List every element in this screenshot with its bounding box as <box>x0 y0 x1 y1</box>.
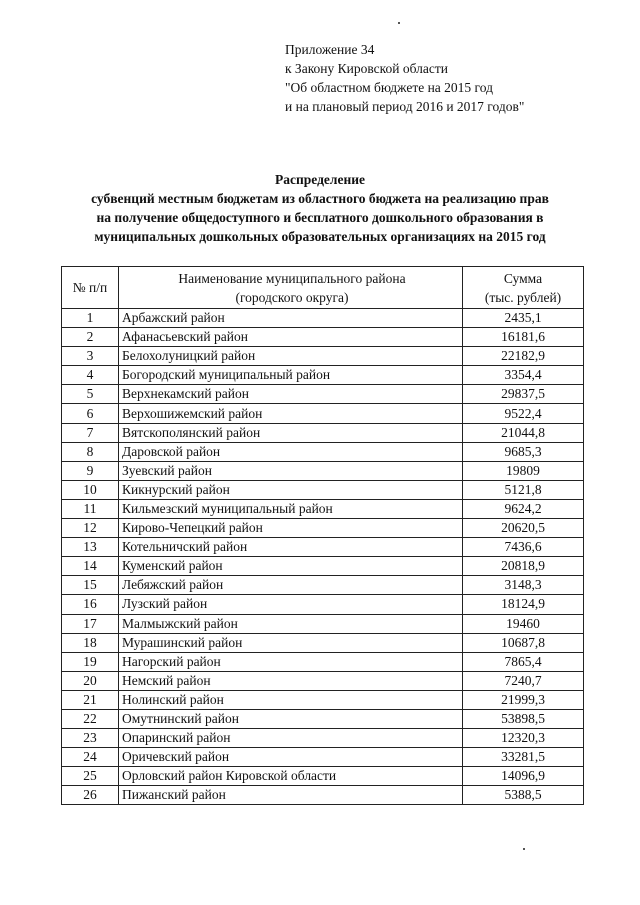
amount: 7436,6 <box>463 538 584 557</box>
row-number: 17 <box>62 614 119 633</box>
header-name <box>119 267 463 309</box>
table-row <box>62 748 584 767</box>
row-number: 16 <box>62 595 119 614</box>
table-row <box>62 442 584 461</box>
header-name-line2: (городского округа) <box>235 289 349 305</box>
district-name: Кирово-Чепецкий район <box>119 519 463 538</box>
district-name: Немский район <box>119 671 463 690</box>
amount: 19460 <box>463 614 584 633</box>
district-name: Лузский район <box>119 595 463 614</box>
table-row <box>62 557 584 576</box>
row-number: 1 <box>62 309 119 328</box>
table-row <box>62 519 584 538</box>
district-name: Кильмезский муниципальный район <box>119 499 463 518</box>
header-sum-line2: (тыс. рублей) <box>484 289 562 305</box>
district-name: Куменский район <box>119 557 463 576</box>
row-number: 2 <box>62 328 119 347</box>
row-number: 26 <box>62 786 119 805</box>
table-row <box>62 385 584 404</box>
amount: 19809 <box>463 461 584 480</box>
title-line: субвенций местным бюджетам из областного бюджета на реализацию прав <box>91 191 549 206</box>
district-name: Вятскополянский район <box>119 423 463 442</box>
table-row <box>62 347 584 366</box>
appendix-line: к Закону Кировской области <box>285 61 449 76</box>
district-name: Малмыжский район <box>119 614 463 633</box>
district-name: Мурашинский район <box>119 633 463 652</box>
table-row <box>62 671 584 690</box>
table-row <box>62 480 584 499</box>
title-line: на получение общедоступного и бесплатного дошкольного образования в <box>96 210 544 225</box>
row-number: 20 <box>62 671 119 690</box>
row-number: 11 <box>62 499 119 518</box>
table-row <box>62 652 584 671</box>
amount: 33281,5 <box>463 748 584 767</box>
appendix-reference <box>285 40 524 116</box>
amount: 53898,5 <box>463 709 584 728</box>
table-header-row <box>62 267 584 309</box>
title-line: Распределение <box>274 172 366 187</box>
row-number: 23 <box>62 729 119 748</box>
table-row <box>62 461 584 480</box>
table-body <box>62 309 584 805</box>
table-row <box>62 709 584 728</box>
appendix-line: "Об областном бюджете на 2015 год <box>285 80 493 95</box>
row-number: 12 <box>62 519 119 538</box>
table-row <box>62 614 584 633</box>
row-number: 19 <box>62 652 119 671</box>
row-number: 24 <box>62 748 119 767</box>
amount: 12320,3 <box>463 729 584 748</box>
district-name: Белохолуницкий район <box>119 347 463 366</box>
table-row <box>62 538 584 557</box>
row-number: 10 <box>62 480 119 499</box>
district-name: Лебяжский район <box>119 576 463 595</box>
appendix-line: и на плановый период 2016 и 2017 годов" <box>285 99 525 114</box>
title-line: муниципальных дошкольных образовательных организациях на 2015 год <box>94 229 546 244</box>
scan-speck <box>523 848 525 850</box>
row-number: 25 <box>62 767 119 786</box>
district-name: Опаринский район <box>119 729 463 748</box>
table-row <box>62 366 584 385</box>
amount: 3148,3 <box>463 576 584 595</box>
amount: 16181,6 <box>463 328 584 347</box>
amount: 22182,9 <box>463 347 584 366</box>
amount: 20818,9 <box>463 557 584 576</box>
row-number: 22 <box>62 709 119 728</box>
amount: 21044,8 <box>463 423 584 442</box>
table-row <box>62 595 584 614</box>
table-row <box>62 576 584 595</box>
row-number: 18 <box>62 633 119 652</box>
amount: 20620,5 <box>463 519 584 538</box>
table-row <box>62 767 584 786</box>
table-row <box>62 499 584 518</box>
district-name: Омутнинский район <box>119 709 463 728</box>
amount: 21999,3 <box>463 690 584 709</box>
district-name: Арбажский район <box>119 309 463 328</box>
row-number: 3 <box>62 347 119 366</box>
distribution-table <box>61 266 584 805</box>
table-row <box>62 423 584 442</box>
table-row <box>62 328 584 347</box>
row-number: 14 <box>62 557 119 576</box>
scan-speck <box>398 22 400 24</box>
header-number <box>62 267 119 309</box>
amount: 9522,4 <box>463 404 584 423</box>
district-name: Котельничский район <box>119 538 463 557</box>
amount: 9685,3 <box>463 442 584 461</box>
table-row <box>62 404 584 423</box>
amount: 5121,8 <box>463 480 584 499</box>
district-name: Кикнурский район <box>119 480 463 499</box>
table-row <box>62 786 584 805</box>
row-number: 21 <box>62 690 119 709</box>
row-number: 8 <box>62 442 119 461</box>
table-row <box>62 690 584 709</box>
amount: 9624,2 <box>463 499 584 518</box>
row-number: 9 <box>62 461 119 480</box>
row-number: 5 <box>62 385 119 404</box>
district-name: Нолинский район <box>119 690 463 709</box>
district-name: Пижанский район <box>119 786 463 805</box>
amount: 7865,4 <box>463 652 584 671</box>
amount: 14096,9 <box>463 767 584 786</box>
header-sum-line1: Сумма <box>503 270 543 286</box>
header-sum <box>463 267 584 309</box>
amount: 18124,9 <box>463 595 584 614</box>
amount: 29837,5 <box>463 385 584 404</box>
district-name: Оричевский район <box>119 748 463 767</box>
document-title <box>0 170 640 246</box>
district-name: Верхнекамский район <box>119 385 463 404</box>
row-number: 13 <box>62 538 119 557</box>
district-name: Даровской район <box>119 442 463 461</box>
appendix-line: Приложение 34 <box>285 42 375 57</box>
table-row <box>62 729 584 748</box>
row-number: 6 <box>62 404 119 423</box>
header-name-line1: Наименование муниципального района <box>178 270 406 286</box>
row-number: 4 <box>62 366 119 385</box>
table-row <box>62 309 584 328</box>
row-number: 15 <box>62 576 119 595</box>
district-name: Верхошижемский район <box>119 404 463 423</box>
district-name: Орловский район Кировской области <box>119 767 463 786</box>
header-number-label: № п/п <box>72 280 108 295</box>
district-name: Зуевский район <box>119 461 463 480</box>
amount: 7240,7 <box>463 671 584 690</box>
district-name: Афанасьевский район <box>119 328 463 347</box>
table-row <box>62 633 584 652</box>
amount: 5388,5 <box>463 786 584 805</box>
row-number: 7 <box>62 423 119 442</box>
amount: 2435,1 <box>463 309 584 328</box>
amount: 10687,8 <box>463 633 584 652</box>
amount: 3354,4 <box>463 366 584 385</box>
district-name: Нагорский район <box>119 652 463 671</box>
district-name: Богородский муниципальный район <box>119 366 463 385</box>
